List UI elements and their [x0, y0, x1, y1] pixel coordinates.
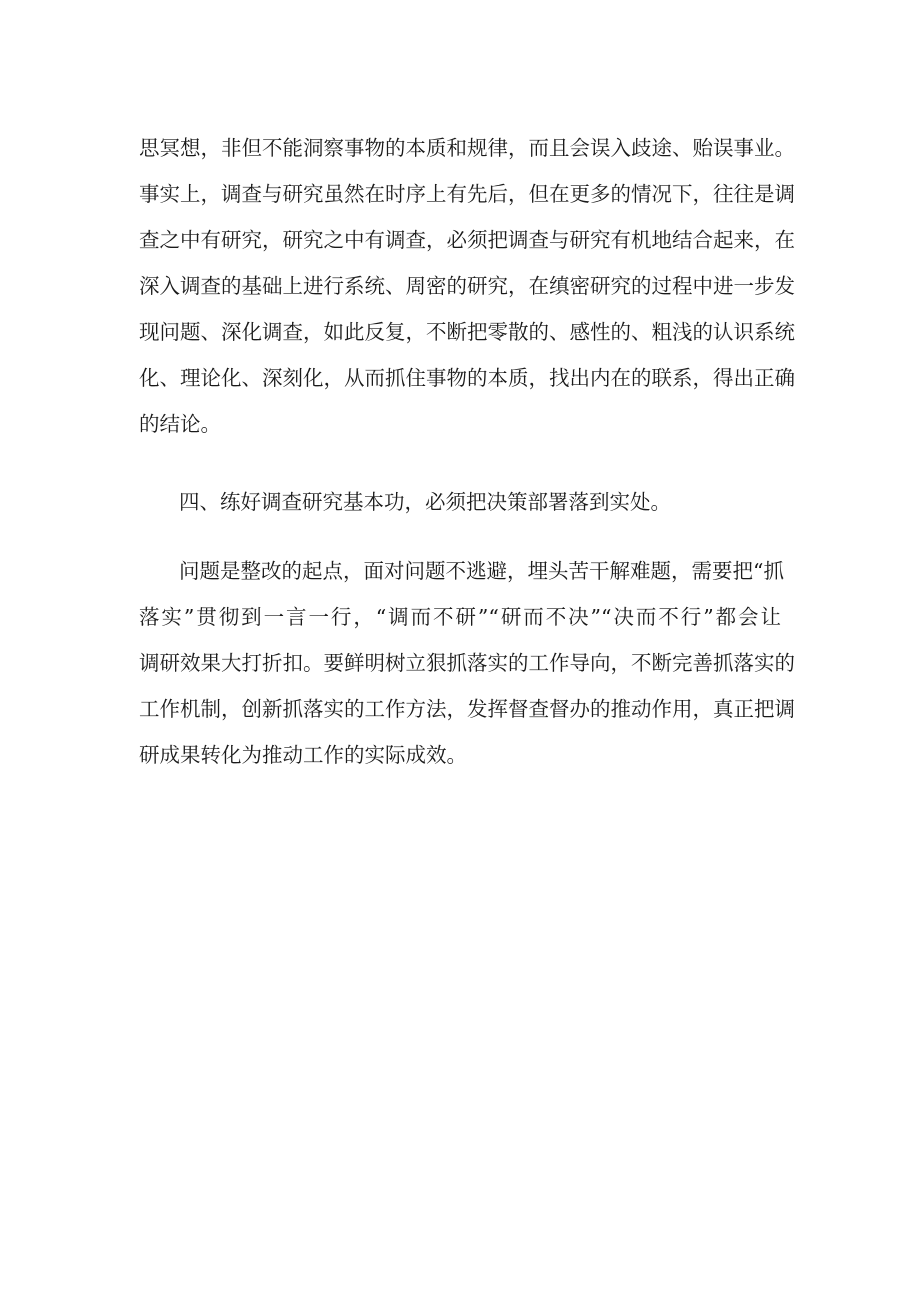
paragraph-2-line-2: 落实”贯彻到一言一行，“调而不研”“研而不决”“决而不行”都会让: [139, 605, 781, 629]
paragraph-2-line-4: 工作机制，创新抓落实的工作方法，发挥督查督办的推动作用，真正把调: [139, 697, 795, 721]
paragraph-1-line-7: 的结论。: [139, 412, 221, 436]
paragraph-1-line-3: 查之中有研究，研究之中有调查，必须把调查与研究有机地结合起来，在: [139, 228, 795, 252]
paragraph-1-line-6: 化、理论化、深刻化，从而抓住事物的本质，找出内在的联系，得出正确: [139, 366, 795, 390]
paragraph-2-line-5: 研成果转化为推动工作的实际成效。: [139, 743, 467, 767]
paragraph-2-line-3: 调研效果大打折扣。要鲜明树立狠抓落实的工作导向，不断完善抓落实的: [139, 651, 795, 675]
paragraph-1-line-2: 事实上，调查与研究虽然在时序上有先后，但在更多的情况下，往往是调: [139, 182, 795, 206]
paragraph-1-line-1: 思冥想，非但不能洞察事物的本质和规律，而且会误入歧途、贻误事业。: [139, 136, 795, 160]
section-heading-4: 四、练好调查研究基本功，必须把决策部署落到实处。: [179, 490, 671, 514]
paragraph-1-line-5: 现问题、深化调查，如此反复，不断把零散的、感性的、粗浅的认识系统: [139, 320, 795, 344]
paragraph-2-line-1: 问题是整改的起点，面对问题不逃避，埋头苦干解难题，需要把“抓: [179, 559, 784, 583]
paragraph-1-line-4: 深入调查的基础上进行系统、周密的研究，在缜密研究的过程中进一步发: [139, 274, 795, 298]
